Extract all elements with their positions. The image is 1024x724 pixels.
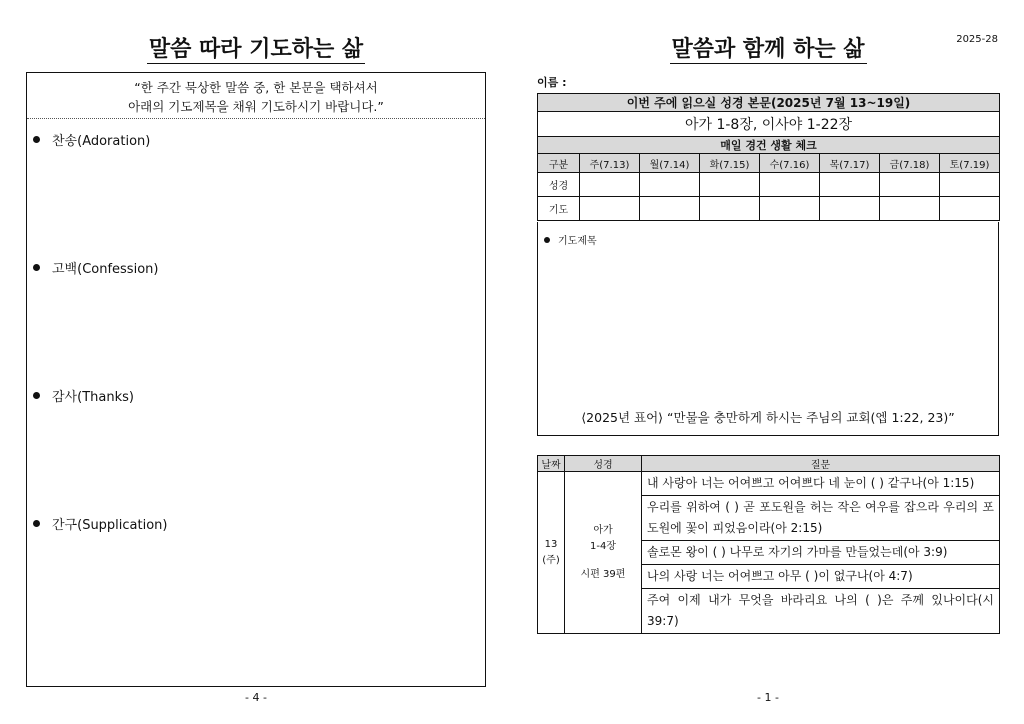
check-row-label: 기도 [538, 197, 580, 221]
intro-line-1: “한 주간 묵상한 말씀 중, 한 본문을 택하셔서 [134, 80, 378, 95]
quiz-bible-range: 아가 1-4장 시편 39편 [565, 472, 642, 634]
prayer-item-confession [33, 258, 158, 277]
bullet-icon [544, 237, 550, 243]
prayer-requests-box [537, 222, 999, 436]
day-header: 주(7.13) [580, 154, 640, 173]
bullet-icon [33, 520, 40, 527]
quiz-question: 나의 사랑 너는 어여쁘고 아무 ( )이 없구나(아 4:7) [642, 565, 1000, 589]
prayer-item-label: 고백(Confession) [52, 262, 159, 277]
right-page-number: - 1 - [757, 691, 779, 704]
check-cell[interactable] [940, 197, 1000, 221]
bible-quiz-table [537, 455, 1000, 634]
right-page-title: 말씀과 함께 하는 삶 [671, 37, 865, 62]
prayer-item-supplication [33, 514, 168, 533]
daily-check-header: 매일 경건 생활 체크 [538, 137, 1000, 154]
check-cell[interactable] [880, 197, 940, 221]
prayer-item-label: 감사(Thanks) [52, 390, 134, 405]
prayer-requests-label: 기도제목 [558, 236, 597, 247]
quiz-question: 내 사랑아 너는 어여쁘고 어여쁘다 네 눈이 ( ) 같구나(아 1:15) [642, 472, 1000, 496]
check-cell[interactable] [760, 197, 820, 221]
left-page-number: - 4 - [245, 691, 267, 704]
day-header: 수(7.16) [760, 154, 820, 173]
day-header-row [538, 154, 1000, 173]
prayer-item-thanks [33, 386, 134, 405]
quiz-header-row [538, 456, 1000, 472]
intro-line-2: 아래의 기도제목을 채워 기도하시기 바랍니다.” [128, 99, 384, 114]
daily-check-table [537, 93, 1000, 221]
check-cell[interactable] [760, 173, 820, 197]
quiz-question: 주여 이제 내가 무엇을 바라리요 나의 ( )은 주께 있나이다(시 39:7) [642, 589, 1000, 634]
check-cell[interactable] [580, 197, 640, 221]
day-header: 목(7.17) [820, 154, 880, 173]
check-cell[interactable] [640, 197, 700, 221]
check-cell[interactable] [940, 173, 1000, 197]
check-cell[interactable] [580, 173, 640, 197]
prayer-item-label: 찬송(Adoration) [52, 134, 151, 149]
quiz-row [538, 472, 1000, 496]
quiz-header-bible: 성경 [565, 456, 642, 472]
day-header: 화(7.15) [700, 154, 760, 173]
prayer-requests-title [544, 232, 597, 247]
quiz-header-date: 날짜 [538, 456, 565, 472]
day-header: 월(7.14) [640, 154, 700, 173]
reading-passage: 아가 1-8장, 이사야 1-22장 [538, 112, 1000, 137]
day-header: 금(7.18) [880, 154, 940, 173]
reading-header: 이번 주에 읽으실 성경 본문(2025년 7월 13~19일) [538, 94, 1000, 112]
quiz-header-question: 질문 [642, 456, 1000, 472]
prayer-item-label: 간구(Supplication) [52, 518, 168, 533]
name-field-label: 이름 : [537, 76, 567, 89]
quiz-question: 우리를 위하여 ( ) 곧 포도원을 허는 작은 여우를 잡으라 우리의 포도원에 꽃이 피었음이라(아 2:15) [642, 496, 1000, 541]
check-cell[interactable] [700, 197, 760, 221]
check-cell[interactable] [820, 173, 880, 197]
prayer-item-adoration [33, 130, 150, 149]
bullet-icon [33, 136, 40, 143]
year-motto: ⟨2025년 표어⟩ “만물을 충만하게 하시는 주님의 교회(엡 1:22, 23)” [581, 410, 955, 425]
bullet-icon [33, 264, 40, 271]
prayer-guide-box [26, 72, 486, 687]
day-header: 토(7.19) [940, 154, 1000, 173]
check-row-label: 성경 [538, 173, 580, 197]
check-cell[interactable] [700, 173, 760, 197]
day-header: 구분 [538, 154, 580, 173]
week-number: 2025-28 [956, 34, 998, 45]
quiz-question: 솔로몬 왕이 ( ) 나무로 자기의 가마를 만들었는데(아 3:9) [642, 541, 1000, 565]
check-row-prayer [538, 197, 1000, 221]
bullet-icon [33, 392, 40, 399]
check-cell[interactable] [880, 173, 940, 197]
check-cell[interactable] [640, 173, 700, 197]
prayer-guide-intro [27, 73, 485, 119]
left-page-title: 말씀 따라 기도하는 삶 [148, 37, 364, 62]
check-cell[interactable] [820, 197, 880, 221]
check-row-bible [538, 173, 1000, 197]
quiz-date: 13 (주) [538, 472, 565, 634]
